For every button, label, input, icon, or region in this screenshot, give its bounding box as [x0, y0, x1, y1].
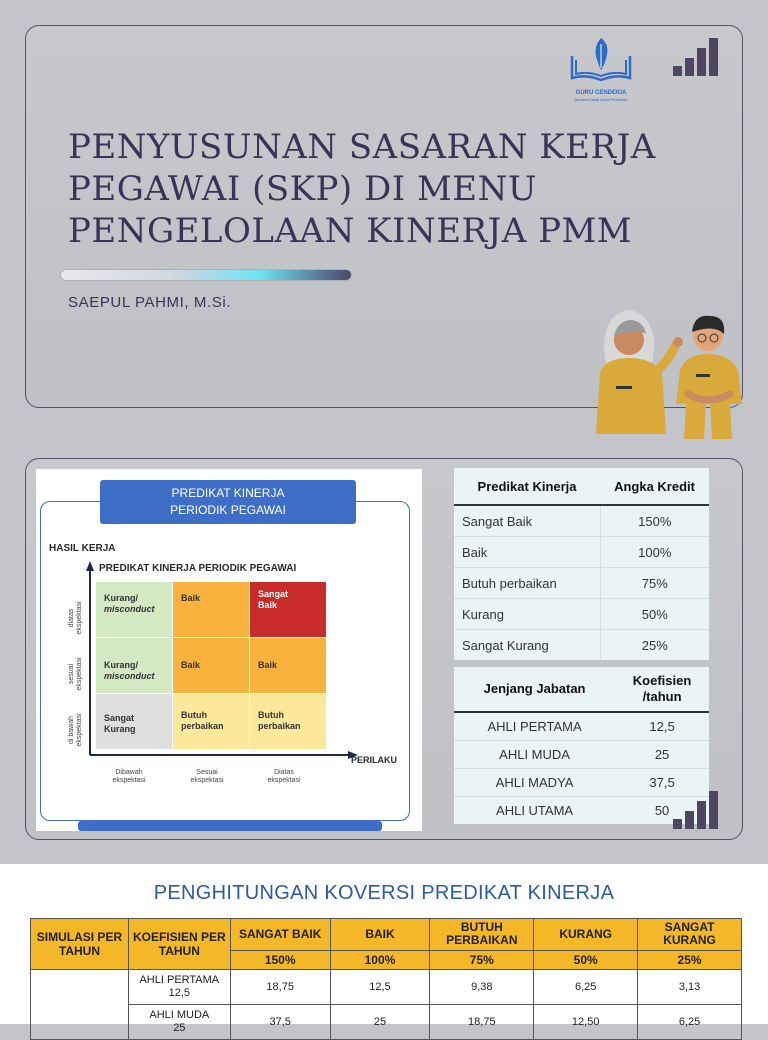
table-header-row [454, 468, 709, 505]
col-header-kurang: KURANG [534, 919, 638, 951]
col-header-angka-kredit: Angka Kredit [600, 468, 709, 505]
cell-sangat-baik: Sangat Baik [250, 582, 326, 637]
cell-baik-right: Baik [250, 638, 326, 693]
title-line-2: PEGAWAI (SKP) DI MENU [68, 169, 538, 209]
guru-cendekia-logo [566, 34, 636, 94]
row-label-bottom: di bawah ekspektasi [68, 713, 83, 747]
x-axis-title: PERILAKU [351, 755, 398, 765]
col-header-butuh-perbaikan: BUTUH PERBAIKAN [430, 919, 534, 951]
cell-baik-middle: Baik [173, 638, 249, 693]
table-row [454, 537, 709, 568]
value-cell: 37,5 [230, 1005, 330, 1040]
slide-title [68, 126, 688, 252]
predikat-cell: Baik [454, 537, 600, 568]
table-row [454, 769, 709, 797]
col-label-left: Dibawah ekspektasi [112, 769, 146, 784]
value-cell: 12,5 [330, 970, 430, 1005]
col-header-sangat-kurang: SANGAT KURANG [638, 919, 742, 951]
value-cell: 12,50 [534, 1005, 638, 1040]
percent-cell: 75% [430, 950, 534, 969]
jenjang-cell: AHLI MUDA [454, 741, 615, 769]
konversi-slide [0, 864, 768, 1034]
predikat-slide [25, 458, 743, 840]
row-label-top: diatas ekspektasi [68, 601, 83, 635]
koefisien-cell: AHLI PERTAMA 12,5 [128, 970, 230, 1005]
author-name: SAEPUL PAHMI, M.Si. [68, 294, 232, 311]
kredit-cell: 25% [600, 630, 709, 661]
table-row [454, 712, 709, 741]
simulasi-cell [31, 970, 129, 1040]
kredit-cell: 50% [600, 599, 709, 630]
bar-chart-icon [673, 791, 718, 829]
percent-cell: 150% [230, 950, 330, 969]
col-header-sangat-baik: SANGAT BAIK [230, 919, 330, 951]
value-cell: 6,25 [534, 970, 638, 1005]
decorative-gradient-bar [61, 270, 351, 280]
table-row [454, 741, 709, 769]
koefisien-cell: 12,5 [615, 712, 709, 741]
kredit-cell: 150% [600, 505, 709, 537]
logo-tagline: Bersama Kawal Dunia Pendidikan [574, 98, 628, 102]
jenjang-cell: AHLI PERTAMA [454, 712, 615, 741]
value-cell: 6,25 [638, 1005, 742, 1040]
table-row [454, 568, 709, 599]
value-cell: 18,75 [430, 1005, 534, 1040]
title-line-3: PENGELOLAAN KINERJA PMM [68, 211, 633, 251]
cell-butuh-perbaikan-middle: Butuh perbaikan [173, 694, 249, 749]
teachers-illustration [596, 294, 746, 439]
predikat-kredit-table [454, 468, 709, 660]
logo-text: GURU CENDEKIA [575, 90, 627, 96]
table-row [454, 505, 709, 537]
grid-subtitle: PREDIKAT KINERJA PERIODIK PEGAWAI [99, 563, 297, 574]
konversi-title: PENGHITUNGAN KOVERSI PREDIKAT KINERJA [153, 882, 615, 904]
row-label-middle: sesuai ekspektasi [68, 657, 83, 691]
jenjang-koefisien-table [454, 667, 709, 824]
percent-cell: 50% [534, 950, 638, 969]
col-header-koefisien: KOEFISIEN PER TAHUN [128, 919, 230, 970]
grid-header [100, 480, 356, 524]
table-row [31, 1005, 742, 1040]
value-cell: 9,38 [430, 970, 534, 1005]
table-row [31, 970, 742, 1005]
y-axis-title: HASIL KERJA [49, 543, 116, 554]
title-slide [25, 25, 743, 408]
koefisien-cell: 25 [615, 741, 709, 769]
table-row [454, 630, 709, 661]
table-header-row [454, 667, 709, 712]
col-header-baik: BAIK [330, 919, 430, 951]
grid-footer-bar [78, 821, 382, 831]
koefisien-cell: 37,5 [615, 769, 709, 797]
title-line-1: PENYUSUNAN SASARAN KERJA [68, 127, 656, 167]
predikat-cell: Sangat Kurang [454, 630, 600, 661]
jenjang-cell: AHLI UTAMA [454, 797, 615, 825]
cell-butuh-perbaikan-right: Butuh perbaikan [250, 694, 326, 749]
col-header-jenjang: Jenjang Jabatan [454, 667, 615, 712]
cell-sangat-kurang: Sangat Kurang [96, 694, 172, 749]
value-cell: 25 [330, 1005, 430, 1040]
cell-baik-top: Baik [173, 582, 249, 637]
predikat-cell: Butuh perbaikan [454, 568, 600, 599]
predikat-cell: Kurang [454, 599, 600, 630]
table-row [454, 797, 709, 825]
koefisien-cell: 50 [615, 797, 709, 825]
percent-cell: 25% [638, 950, 742, 969]
col-header-predikat: Predikat Kinerja [454, 468, 600, 505]
jenjang-cell: AHLI MADYA [454, 769, 615, 797]
grid-header-line1: PREDIKAT KINERJA [171, 486, 285, 500]
table-row [454, 599, 709, 630]
col-label-middle: Sesuai ekspektasi [190, 769, 224, 784]
kredit-cell: 75% [600, 568, 709, 599]
table-header-row [31, 919, 742, 951]
bar-chart-icon [673, 38, 718, 76]
cell-kurang-misconduct-top: Kurang/ misconduct [96, 582, 172, 637]
koefisien-cell: AHLI MUDA 25 [128, 1005, 230, 1040]
predikat-cell: Sangat Baik [454, 505, 600, 537]
col-label-right: Diatas ekspektasi [267, 769, 301, 784]
col-header-simulasi: SIMULASI PER TAHUN [31, 919, 129, 970]
value-cell: 3,13 [638, 970, 742, 1005]
value-cell: 18,75 [230, 970, 330, 1005]
grid-header-line2: PERIODIK PEGAWAI [170, 503, 286, 517]
cell-kurang-misconduct-middle: Kurang/ misconduct [96, 638, 172, 693]
konversi-table [30, 918, 742, 1040]
kredit-cell: 100% [600, 537, 709, 568]
predikat-grid-card [36, 469, 422, 831]
col-header-koefisien: Koefisien /tahun [615, 667, 709, 712]
percent-cell: 100% [330, 950, 430, 969]
